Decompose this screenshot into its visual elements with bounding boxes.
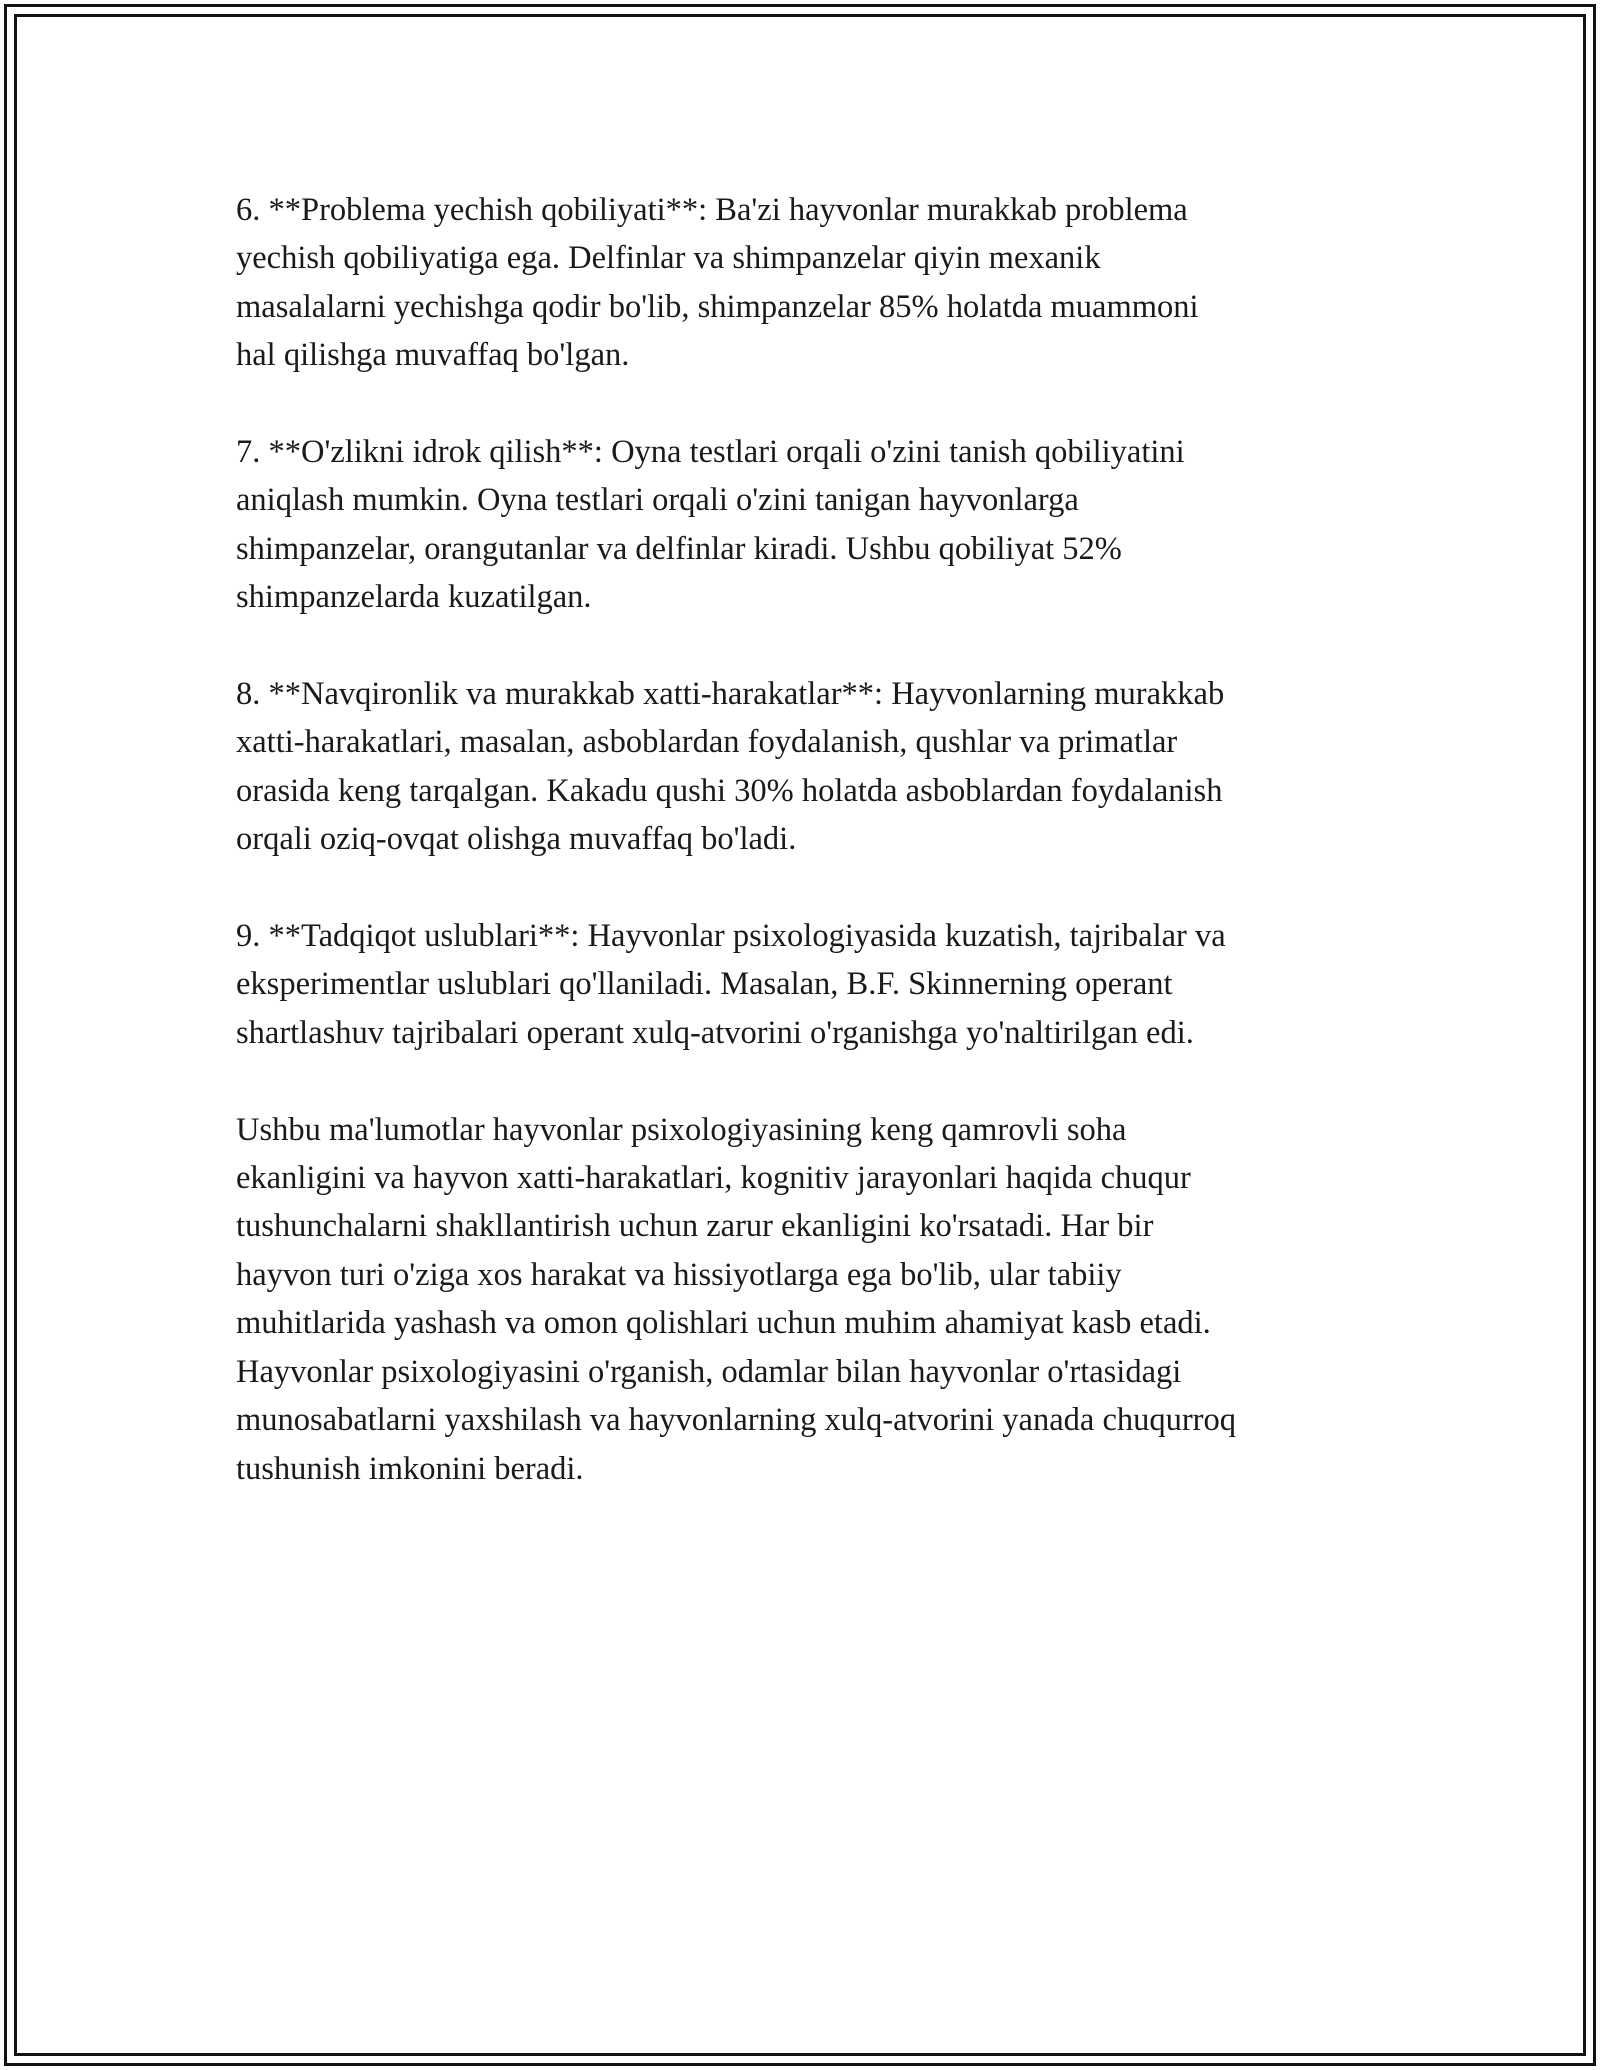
text-line: munosabatlarni yaxshilash va hayvonlarning xulq-atvorini yanada chuqurroq	[236, 1402, 1237, 1439]
text-line: yechish qobiliyatiga ega. Delfinlar va shimpanzelar qiyin mexanik	[236, 240, 1101, 277]
text-line: hayvon turi o'ziga xos harakat va hissiyotlarga ega bo'lib, ular tabiiy	[236, 1256, 1122, 1293]
text-line: orqali oziq-ovqat olishga muvaffaq bo'ladi.	[236, 821, 797, 858]
document-body	[236, 186, 1396, 1493]
text-line: shimpanzelarda kuzatilgan.	[236, 579, 592, 616]
text-line: 6. **Problema yechish qobiliyati**: Ba'zi hayvonlar murakkab problema	[236, 192, 1188, 228]
text-line: aniqlash mumkin. Oyna testlari orqali o'zini tanigan hayvonlarga	[236, 482, 1079, 519]
text-line: ekanligini va hayvon xatti-harakatlari, kognitiv jarayonlari haqida chuqur	[236, 1160, 1191, 1197]
text-line: tushunish imkonini beradi.	[236, 1450, 584, 1487]
text-line: shimpanzelar, orangutanlar va delfinlar kiradi. Ushbu qobiliyat 52%	[236, 530, 1122, 567]
paragraph-self-awareness	[236, 428, 1396, 622]
text-line: muhitlarida yashash va omon qolishlari uchun muhim ahamiyat kasb etadi.	[236, 1305, 1211, 1342]
paragraph-complex-behavior	[236, 670, 1396, 864]
text-line: eksperimentlar uslublari qo'llaniladi. Masalan, B.F. Skinnerning operant	[236, 966, 1173, 1003]
text-line: Hayvonlar psixologiyasini o'rganish, odamlar bilan hayvonlar o'rtasidagi	[236, 1353, 1182, 1390]
text-line: Ushbu ma'lumotlar hayvonlar psixologiyasining keng qamrovli soha	[236, 1111, 1127, 1148]
text-line: hal qilishga muvaffaq bo'lgan.	[236, 337, 630, 374]
paragraph-problem-solving	[236, 186, 1396, 380]
text-line: tushunchalarni shakllantirish uchun zarur ekanligini ko'rsatadi. Har bir	[236, 1208, 1154, 1245]
text-line: 8. **Navqironlik va murakkab xatti-harakatlar**: Hayvonlarning murakkab	[236, 676, 1225, 713]
text-line: orasida keng tarqalgan. Kakadu qushi 30% holatda asboblardan foydalanish	[236, 772, 1223, 809]
text-line: 7. **O'zlikni idrok qilish**: Oyna testlari orqali o'zini tanish qobiliyatini	[236, 434, 1185, 471]
text-line: 9. **Tadqiqot uslublari**: Hayvonlar psixologiyasida kuzatish, tajribalar va	[236, 918, 1226, 955]
text-line: xatti-harakatlari, masalan, asboblardan foydalanish, qushlar va primatlar	[236, 724, 1178, 761]
text-line: masalalarni yechishga qodir bo'lib, shimpanzelar 85% holatda muammoni	[236, 288, 1199, 325]
paragraph-conclusion	[236, 1106, 1396, 1493]
text-line: shartlashuv tajribalari operant xulq-atvorini o'rganishga yo'naltirilgan edi.	[236, 1014, 1194, 1051]
paragraph-research-methods	[236, 912, 1396, 1057]
